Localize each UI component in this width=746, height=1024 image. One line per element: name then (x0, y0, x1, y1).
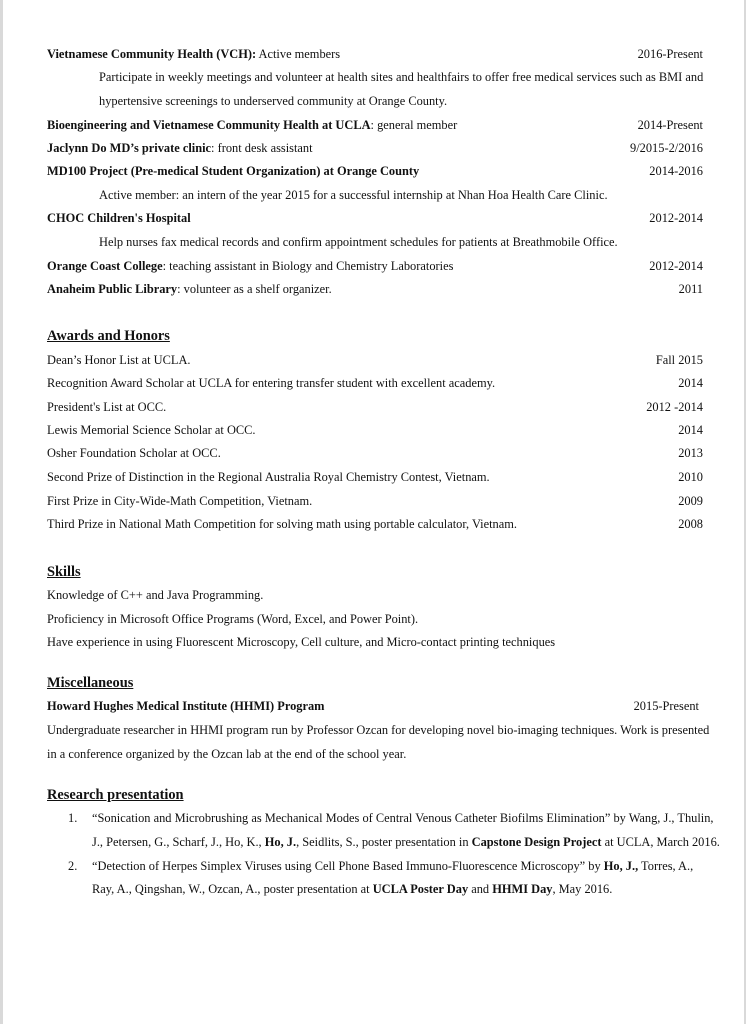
skill-item: Have experience in using Fluorescent Microscopy, Cell culture, and Micro-contact printing techniques (47, 635, 556, 649)
misc-date: 2015-Present (633, 699, 699, 713)
research-number: 2. (68, 859, 78, 873)
research-heading: Research presentation (47, 787, 184, 803)
activity-row (47, 279, 703, 299)
misc-heading: Miscellaneous (47, 675, 134, 691)
activity-row (47, 161, 703, 181)
award-row (47, 350, 703, 370)
awards-heading: Awards and Honors (47, 328, 170, 344)
research-event: HHMI Day (492, 882, 553, 896)
award-date: 2012 -2014 (646, 400, 703, 414)
activity-date: 2014-Present (637, 118, 703, 132)
research-number: 1. (68, 811, 78, 825)
activity-desc: Participate in weekly meetings and volunteer at health sites and healthfairs to offer free medical services such as BMI and (99, 70, 704, 84)
misc-row (47, 696, 699, 716)
activity-date: 2011 (678, 282, 703, 296)
activity-role: : general member (370, 118, 458, 132)
skill-item: Proficiency in Microsoft Office Programs (Word, Excel, and Power Point). (47, 612, 419, 626)
activity-desc: hypertensive screenings to underserved community at Orange County. (99, 94, 448, 108)
activity-row (47, 208, 703, 228)
activity-date: 2016-Present (637, 47, 703, 61)
activity-desc: Help nurses fax medical records and confirm appointment schedules for patients at Breathmobile Office. (99, 235, 618, 249)
misc-desc: in a conference organized by the Ozcan lab at the end of the school year. (47, 747, 407, 761)
activity-row (47, 44, 703, 64)
activity-row (47, 138, 703, 158)
award-date: 2014 (678, 423, 703, 437)
award-row (47, 397, 703, 417)
activity-date: 2012-2014 (649, 259, 703, 273)
award-text: Lewis Memorial Science Scholar at OCC. (47, 423, 256, 437)
research-author: Ho, J., (603, 859, 639, 873)
skills-heading: Skills (47, 564, 81, 580)
award-text: Recognition Award Scholar at UCLA for entering transfer student with excellent academy. (47, 376, 496, 390)
activity-date: 2012-2014 (649, 211, 703, 225)
award-date: 2010 (678, 470, 703, 484)
research-text: Torres, A., (638, 859, 694, 873)
award-date: 2013 (678, 446, 703, 460)
research-text: J., Petersen, G., Scharf, J., Ho, K., (92, 835, 265, 849)
award-row (47, 373, 703, 393)
activity-org: Jaclynn Do MD’s private clinic (47, 141, 212, 155)
award-text: Second Prize of Distinction in the Regional Australia Royal Chemistry Contest, Vietnam. (47, 470, 490, 484)
activity-date: 2014-2016 (649, 164, 703, 178)
research-text: , Seidlits, S., poster presentation in (296, 835, 472, 849)
award-text: Third Prize in National Math Competition for solving math using portable calculator, Vietnam. (47, 517, 517, 531)
research-line (92, 832, 720, 852)
award-row (47, 443, 703, 463)
misc-desc: Undergraduate researcher in HHMI program run by Professor Ozcan for developing novel bio-imaging techniques. Work is presented (47, 723, 710, 737)
activity-date: 9/2015-2/2016 (630, 141, 703, 155)
award-row (47, 420, 703, 440)
research-line (92, 856, 693, 876)
activity-org: Vietnamese Community Health (VCH): (47, 47, 257, 61)
research-event: Capstone Design Project (471, 835, 602, 849)
award-text: President's List at OCC. (47, 400, 167, 414)
activity-org: MD100 Project (Pre-medical Student Organization) at Orange County (47, 164, 420, 178)
award-row (47, 491, 703, 511)
award-date: 2009 (678, 494, 703, 508)
activity-org: CHOC Children's Hospital (47, 211, 191, 225)
skill-item: Knowledge of C++ and Java Programming. (47, 588, 264, 602)
research-text: and (468, 882, 493, 896)
activity-desc: Active member: an intern of the year 2015 for a successful internship at Nhan Hoa Health Care Clinic. (99, 188, 608, 202)
award-text: First Prize in City-Wide-Math Competition, Vietnam. (47, 494, 313, 508)
activity-org: Bioengineering and Vietnamese Community Health at UCLA (47, 118, 371, 132)
award-date: 2008 (678, 517, 703, 531)
research-text: , May 2016. (552, 882, 613, 896)
research-line (92, 879, 612, 899)
award-date: 2014 (678, 376, 703, 390)
activity-role: : teaching assistant in Biology and Chemistry Laboratories (162, 259, 454, 273)
research-line: “Sonication and Microbrushing as Mechanical Modes of Central Venous Catheter Biofilms Elimination” by Wang, J., Thulin, (92, 811, 714, 825)
activity-org: Anaheim Public Library (47, 282, 178, 296)
research-text: at UCLA, March 2016. (601, 835, 720, 849)
activity-row (47, 115, 703, 135)
activity-org: Orange Coast College (47, 259, 163, 273)
activity-role: : front desk assistant (211, 141, 313, 155)
activity-row (47, 256, 703, 276)
research-text: “Detection of Herpes Simplex Viruses using Cell Phone Based Immuno-Fluorescence Microscopy” by (92, 859, 604, 873)
award-text: Osher Foundation Scholar at OCC. (47, 446, 221, 460)
award-row (47, 514, 703, 534)
research-text: Ray, A., Qingshan, W., Ozcan, A., poster presentation at (92, 882, 373, 896)
award-text: Dean’s Honor List at UCLA. (47, 353, 191, 367)
research-event: UCLA Poster Day (372, 882, 469, 896)
activity-role: : volunteer as a shelf organizer. (177, 282, 332, 296)
research-author: Ho, J. (264, 835, 297, 849)
award-row (47, 467, 703, 487)
misc-org: Howard Hughes Medical Institute (HHMI) Program (47, 699, 325, 713)
award-date: Fall 2015 (655, 353, 703, 367)
activity-role: Active members (256, 47, 341, 61)
